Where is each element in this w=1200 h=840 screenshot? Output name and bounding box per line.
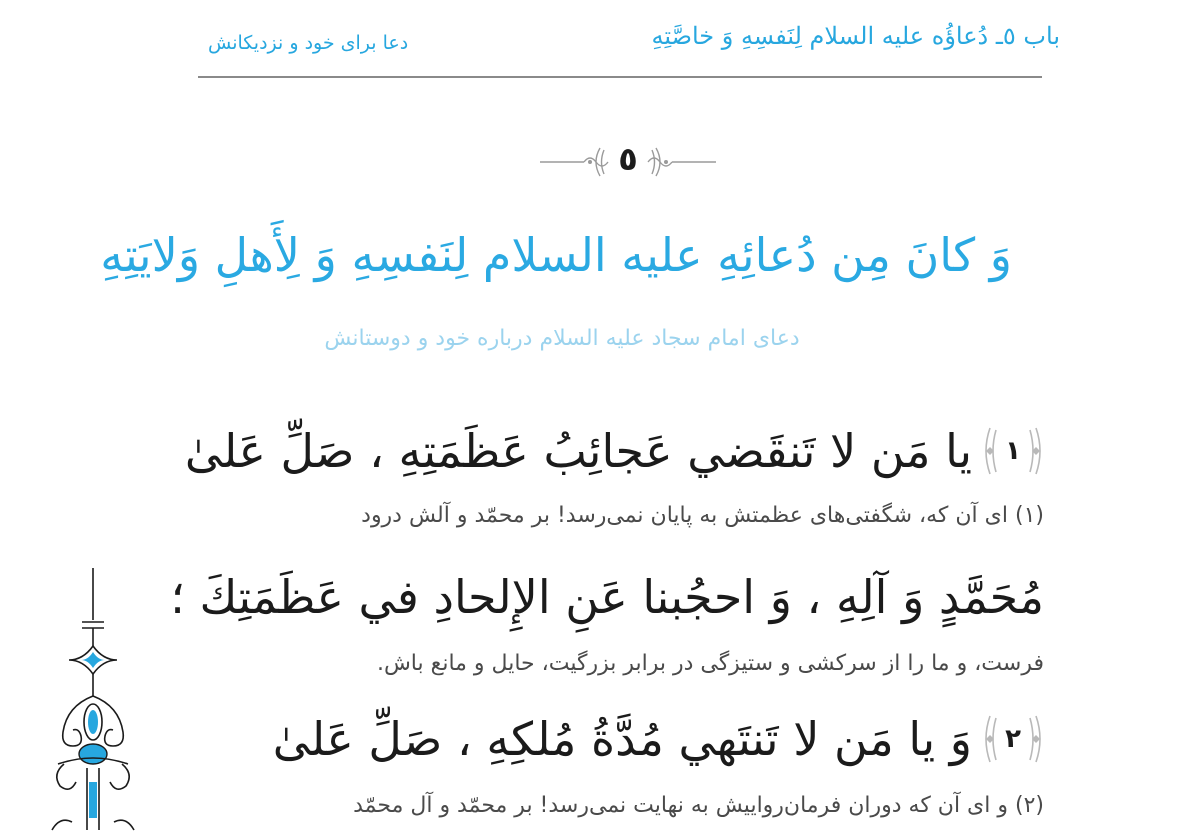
verse-1-translation-line-2: فرست، و ما را از سرکشی و ستیزگی در برابر بزرگیت، حایل و مانع باش.	[376, 651, 1044, 676]
verse-text: يا مَن لا تَنقَضي عَجائِبُ عَظَمَتِهِ ، صَلِّ عَلىٰ	[184, 424, 972, 478]
header-divider	[198, 76, 1042, 78]
verse-number: ١	[1005, 436, 1021, 466]
supplication-subtitle: دعای امام سجاد علیه السلام درباره خود و دوستانش	[324, 326, 800, 351]
verse-1-arabic-line-2: مُحَمَّدٍ وَ آلِهِ ، وَ احجُبنا عَنِ الإِلحادِ في عَظَمَتِكَ ؛	[170, 570, 1044, 624]
supplication-title: وَ كانَ مِن دُعائِهِ عليه السلام لِنَفسِهِ وَ لِأَهلِ وَلايَتِهِ	[100, 228, 1012, 282]
verse-text: وَ يا مَن لا تَنتَهي مُدَّةُ مُلكِهِ ، صَلِّ عَلىٰ	[272, 712, 972, 766]
decorative-lamp-ornament-icon	[38, 568, 148, 840]
chapter-heading-persian: دعا برای خود و نزدیکانش	[208, 32, 409, 54]
verse-number: ٢	[1005, 724, 1021, 754]
verse-2-translation-line-1: (٢) و ای آن که دوران فرمان‌رواییش به نهایت نمی‌رسد! بر محمّد و آل محمّد	[353, 793, 1044, 818]
verse-1-translation-line-1: (١) ای آن که، شگفتی‌های عظمتش به پایان نمی‌رسد! بر محمّد و آلش درود	[361, 503, 1044, 528]
chapter-number: ٥	[618, 140, 638, 178]
verse-number-marker	[982, 424, 1044, 478]
verse-1-arabic-line-1	[164, 424, 1044, 478]
verse-number-marker	[982, 712, 1044, 766]
verse-2-arabic-line-1	[164, 712, 1044, 766]
chapter-heading-arabic: باب ٥ـ دُعاؤُه علیه السلام لِنَفسِهِ وَ خاصَّتِهِ	[651, 22, 1060, 50]
